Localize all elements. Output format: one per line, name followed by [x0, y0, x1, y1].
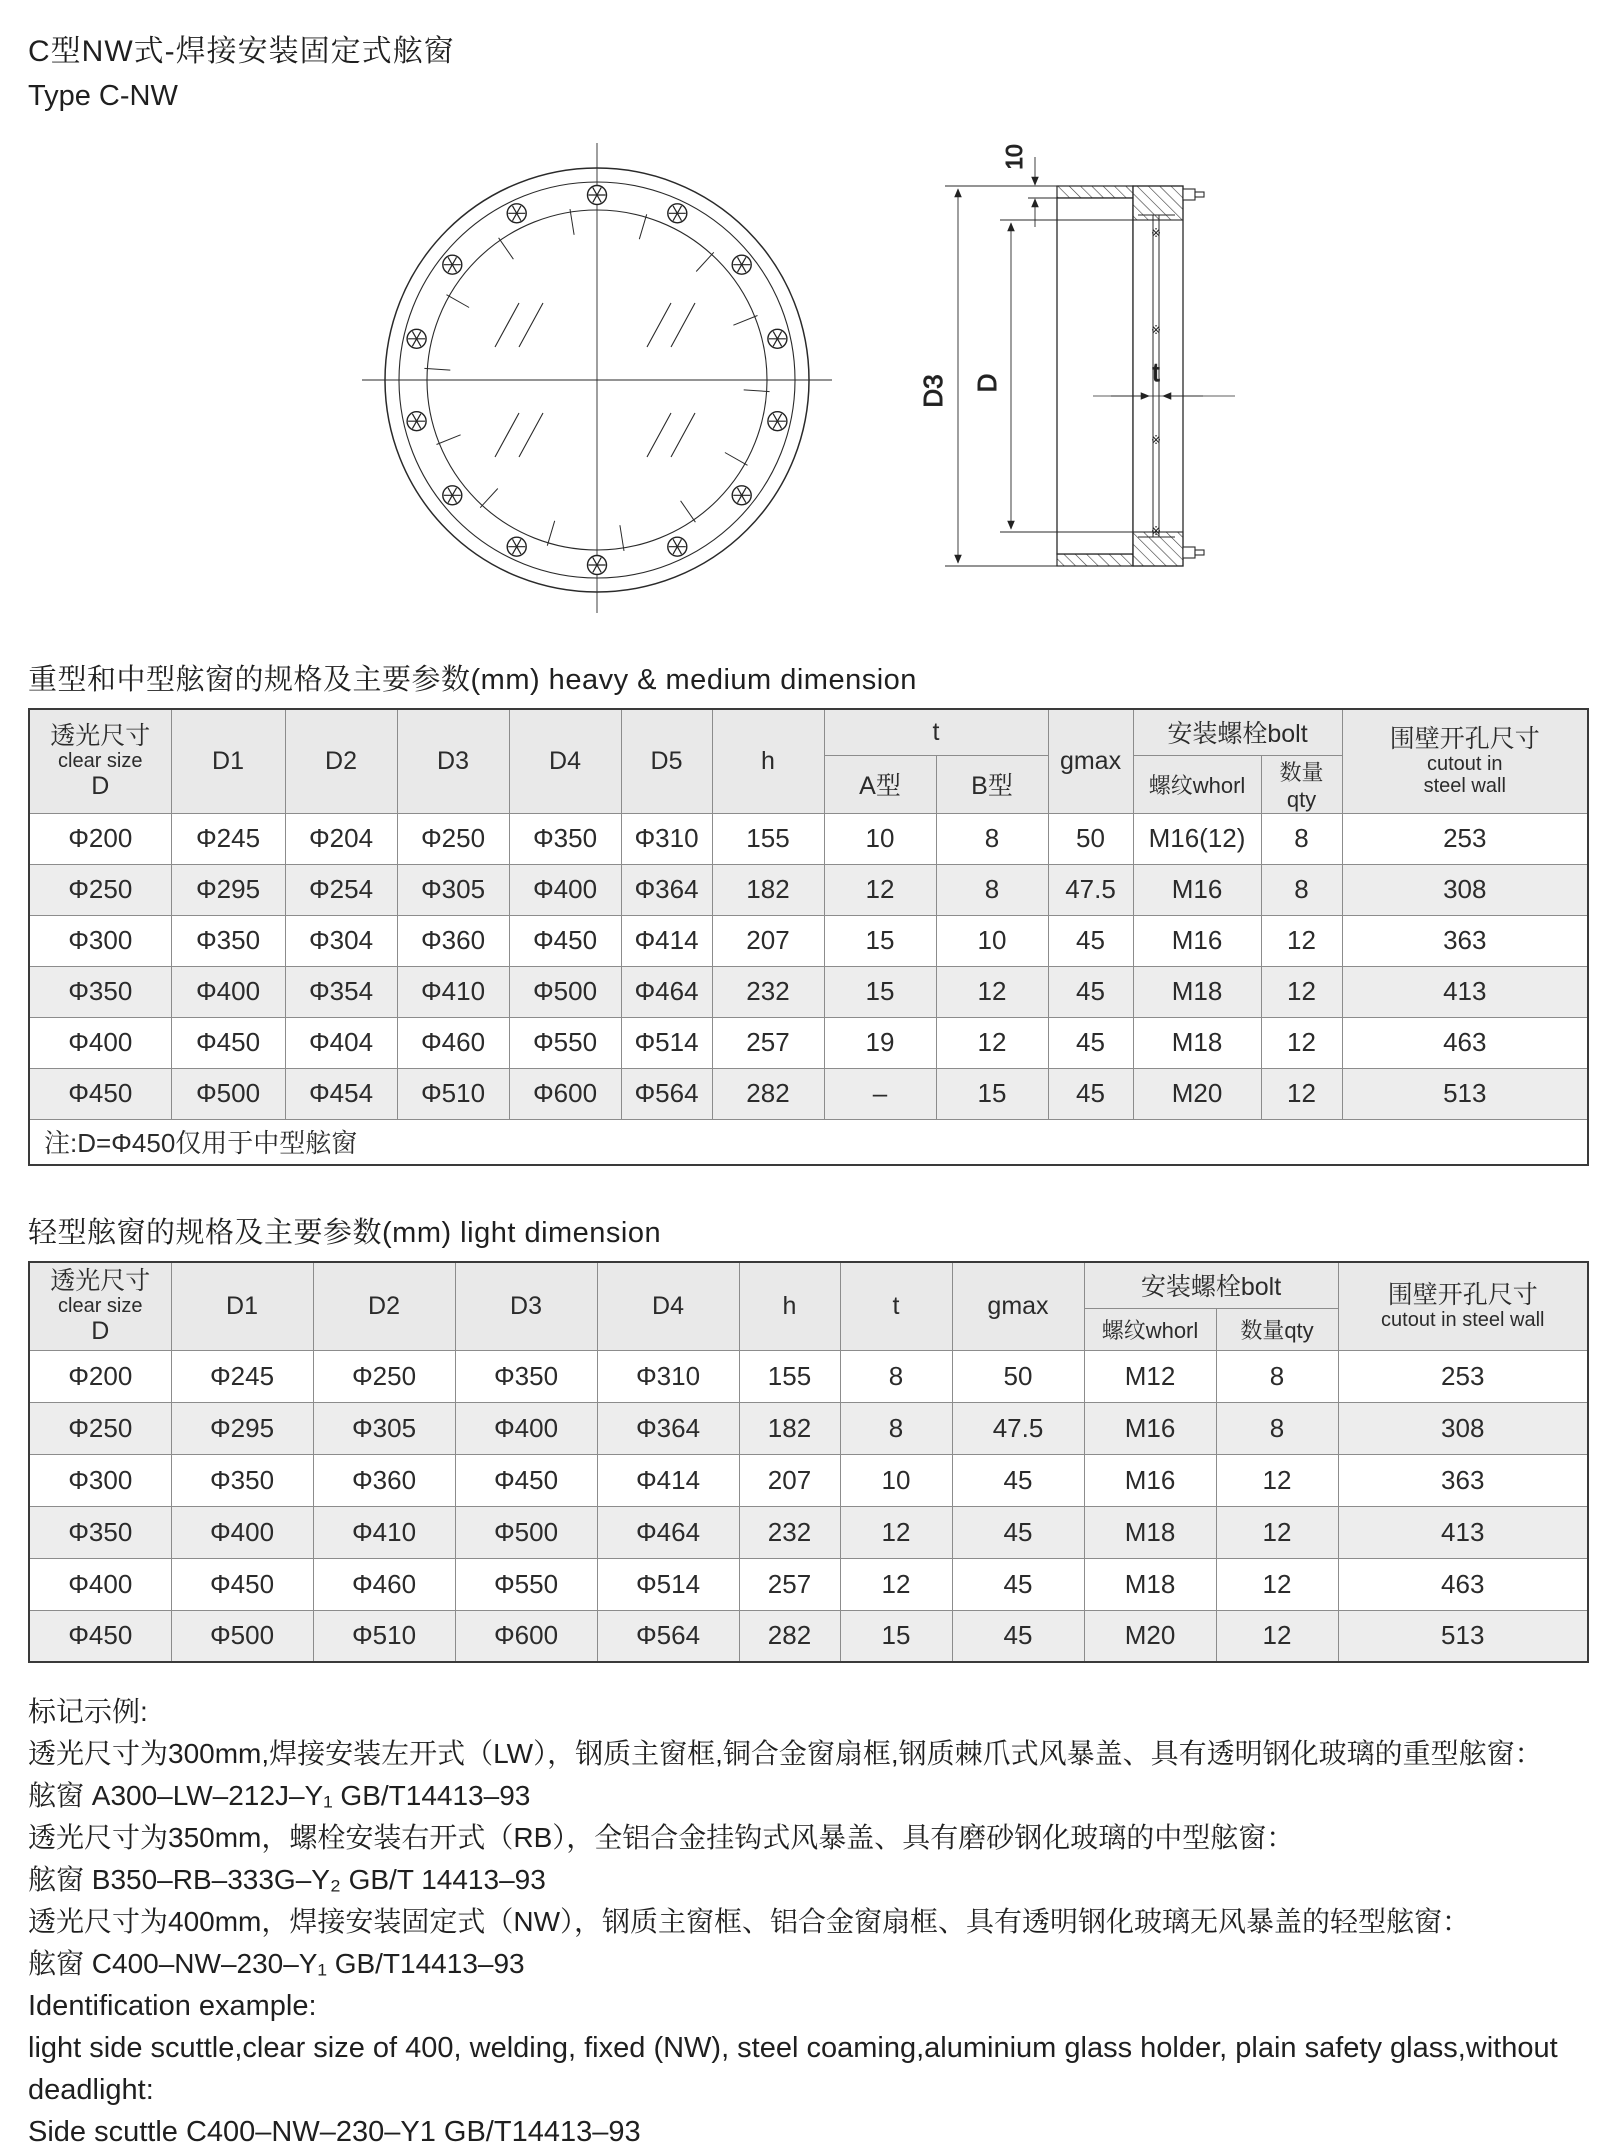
example-line-en: Side scuttle C400–NW–230–Y1 GB/T14413–93 — [28, 2116, 641, 2148]
table-cell: Φ305 — [397, 864, 509, 915]
table-cell: Φ464 — [597, 1506, 739, 1558]
table-cell: Φ464 — [621, 966, 712, 1017]
table-cell: 363 — [1338, 1454, 1588, 1506]
table-row — [29, 1402, 1588, 1454]
table-cell: 413 — [1338, 1506, 1588, 1558]
table-cell: 50 — [1048, 813, 1133, 864]
table-cell: Φ550 — [455, 1558, 597, 1610]
table-cell: 232 — [739, 1506, 840, 1558]
table-cell: 8 — [1261, 864, 1342, 915]
col-header-gmax: gmax — [1048, 709, 1133, 813]
table-cell: 257 — [712, 1017, 824, 1068]
table-cell: Φ410 — [313, 1506, 455, 1558]
dimension-label-gap: 10 — [1001, 144, 1027, 170]
col-header-d2: D2 — [285, 709, 397, 813]
table-cell: 513 — [1338, 1610, 1588, 1662]
table-cell: 12 — [1261, 966, 1342, 1017]
table-cell: Φ600 — [455, 1610, 597, 1662]
table-cell: Φ400 — [29, 1017, 171, 1068]
table-cell: Φ350 — [171, 1454, 313, 1506]
example-line: 透光尺寸为400mm，焊接安装固定式（NW），钢质主窗框、铝合金窗扇框、具有透明钢化玻璃无风暴盖的轻型舷窗： — [28, 1906, 1471, 1937]
porthole-section-view — [918, 144, 1235, 566]
example-line: 舷窗 A300–LW–212J–Y₁ GB/T14413–93 — [28, 1780, 531, 1811]
col-header-d1: D1 — [171, 1262, 313, 1350]
table-cell: 45 — [1048, 1017, 1133, 1068]
table-cell: M16 — [1084, 1402, 1216, 1454]
table-row — [29, 1558, 1588, 1610]
table-cell: Φ400 — [509, 864, 621, 915]
table-cell: 15 — [824, 915, 936, 966]
table-cell: Φ454 — [285, 1068, 397, 1119]
table-cell: 8 — [936, 864, 1048, 915]
table-cell: 253 — [1338, 1350, 1588, 1402]
table-cell: Φ414 — [597, 1454, 739, 1506]
svg-text:※: ※ — [1150, 524, 1162, 538]
light-table-body — [29, 1350, 1588, 1662]
col-header-qty: 数量qty — [1261, 755, 1342, 813]
table-cell: Φ250 — [313, 1350, 455, 1402]
table-cell: Φ200 — [29, 813, 171, 864]
table-cell: Φ450 — [455, 1454, 597, 1506]
table-cell: Φ510 — [313, 1610, 455, 1662]
table-row — [29, 1068, 1588, 1119]
table-cell: M18 — [1084, 1506, 1216, 1558]
example-line: 舷窗 C400–NW–230–Y₁ GB/T14413–93 — [28, 1948, 525, 1979]
table-cell: 155 — [739, 1350, 840, 1402]
table-cell: 207 — [712, 915, 824, 966]
example-line: 透光尺寸为300mm,焊接安装左开式（LW），钢质主窗框,铜合金窗扇框,钢质棘爪式风暴盖、具有透明钢化玻璃的重型舷窗： — [28, 1738, 1543, 1769]
table-cell: M16 — [1133, 915, 1261, 966]
table-cell: Φ500 — [171, 1610, 313, 1662]
table-cell: 8 — [1216, 1402, 1338, 1454]
table-cell: 12 — [1216, 1610, 1338, 1662]
table-cell: 15 — [840, 1610, 952, 1662]
table-cell: 47.5 — [952, 1402, 1084, 1454]
table-row — [29, 1610, 1588, 1662]
table-cell: Φ460 — [313, 1558, 455, 1610]
heavy-table-body — [29, 813, 1588, 1119]
table-cell: – — [824, 1068, 936, 1119]
table-cell: Φ305 — [313, 1402, 455, 1454]
table-row — [29, 1506, 1588, 1558]
table-cell: 45 — [1048, 915, 1133, 966]
clamp-bolt-bottom — [1183, 547, 1204, 558]
svg-text:※: ※ — [1150, 226, 1162, 240]
table-cell: 463 — [1342, 1017, 1588, 1068]
table-cell: Φ400 — [455, 1402, 597, 1454]
dimension-label-d: D — [972, 373, 1002, 393]
table-row — [29, 864, 1588, 915]
table-cell: Φ300 — [29, 1454, 171, 1506]
table-cell: Φ500 — [455, 1506, 597, 1558]
table-cell: 19 — [824, 1017, 936, 1068]
table-cell: Φ550 — [509, 1017, 621, 1068]
table-cell: Φ245 — [171, 1350, 313, 1402]
table-cell: 257 — [739, 1558, 840, 1610]
table-cell: Φ450 — [29, 1068, 171, 1119]
col-header-d4: D4 — [509, 709, 621, 813]
table-cell: 15 — [824, 966, 936, 1017]
table-cell: 513 — [1342, 1068, 1588, 1119]
table-cell: Φ414 — [621, 915, 712, 966]
table-cell: Φ350 — [455, 1350, 597, 1402]
table-cell: 10 — [936, 915, 1048, 966]
table-row — [29, 1350, 1588, 1402]
col-header-h: h — [712, 709, 824, 813]
table-cell: Φ410 — [397, 966, 509, 1017]
table-cell: Φ404 — [285, 1017, 397, 1068]
table-cell: 10 — [824, 813, 936, 864]
example-line-en: light side scuttle,clear size of 400, welding, fixed (NW), steel coaming,aluminium glass holder, plain safety glass,without — [28, 2032, 1558, 2064]
drawing-canvas — [0, 113, 1619, 613]
dimension-label-t: t — [1152, 357, 1160, 387]
table-cell: 45 — [952, 1506, 1084, 1558]
table-cell: Φ350 — [29, 966, 171, 1017]
table-cell: Φ304 — [285, 915, 397, 966]
table-cell: Φ310 — [597, 1350, 739, 1402]
table-cell: 253 — [1342, 813, 1588, 864]
col-header-d4: D4 — [597, 1262, 739, 1350]
table-cell: M20 — [1084, 1610, 1216, 1662]
col-header-clear-size: 透光尺寸 clear size D — [29, 1262, 171, 1350]
table-cell: Φ310 — [621, 813, 712, 864]
table-cell: 12 — [936, 966, 1048, 1017]
table-cell: 8 — [1216, 1350, 1338, 1402]
col-header-clear-size: 透光尺寸 clear size D — [29, 709, 171, 813]
table-cell: 232 — [712, 966, 824, 1017]
table-cell: 12 — [936, 1017, 1048, 1068]
table-cell: Φ564 — [621, 1068, 712, 1119]
col-header-d5: D5 — [621, 709, 712, 813]
dimension-label-d3: D3 — [918, 374, 948, 408]
table-row — [29, 966, 1588, 1017]
table-cell: 282 — [739, 1610, 840, 1662]
table-cell: 12 — [1261, 915, 1342, 966]
col-header-bolt: 安装螺栓bolt — [1084, 1262, 1338, 1308]
table-cell: 8 — [840, 1350, 952, 1402]
table-cell: Φ250 — [397, 813, 509, 864]
table-cell: Φ564 — [597, 1610, 739, 1662]
table-cell: 12 — [1261, 1017, 1342, 1068]
table-cell: 45 — [952, 1610, 1084, 1662]
table-cell: Φ250 — [29, 1402, 171, 1454]
table-cell: Φ600 — [509, 1068, 621, 1119]
table-cell: Φ300 — [29, 915, 171, 966]
table-cell: Φ350 — [509, 813, 621, 864]
table-cell: 207 — [739, 1454, 840, 1506]
table-cell: Φ364 — [621, 864, 712, 915]
page-title-en: Type C-NW — [28, 80, 178, 112]
table-row — [29, 1017, 1588, 1068]
table-cell: 308 — [1338, 1402, 1588, 1454]
table-cell: Φ204 — [285, 813, 397, 864]
table-cell: M16(12) — [1133, 813, 1261, 864]
table-row — [29, 1454, 1588, 1506]
col-header-t-a: A型 — [824, 755, 936, 813]
svg-text:※: ※ — [1150, 323, 1162, 337]
col-header-d2: D2 — [313, 1262, 455, 1350]
table-cell: 8 — [936, 813, 1048, 864]
table-cell: Φ450 — [171, 1017, 285, 1068]
table-cell: 12 — [1216, 1558, 1338, 1610]
table-cell: M18 — [1133, 966, 1261, 1017]
table-cell: Φ350 — [171, 915, 285, 966]
steel-wall-plate-top — [1057, 186, 1133, 198]
svg-text:※: ※ — [1150, 433, 1162, 447]
table-cell: Φ500 — [171, 1068, 285, 1119]
steel-wall-plate-bottom — [1057, 554, 1133, 566]
col-header-t: t — [824, 709, 1048, 755]
table-note: 注:D=Φ450仅用于中型舷窗 — [29, 1119, 1588, 1165]
table-cell: 45 — [1048, 1068, 1133, 1119]
table-cell: 182 — [739, 1402, 840, 1454]
table-cell: 282 — [712, 1068, 824, 1119]
col-header-d1: D1 — [171, 709, 285, 813]
table-cell: Φ360 — [313, 1454, 455, 1506]
table-cell: Φ295 — [171, 864, 285, 915]
col-header-gmax: gmax — [952, 1262, 1084, 1350]
table-cell: Φ360 — [397, 915, 509, 966]
col-header-t: t — [840, 1262, 952, 1350]
heavy-table-title: 重型和中型舷窗的规格及主要参数(mm) heavy & medium dimension — [28, 664, 917, 696]
identification-examples — [28, 1691, 1591, 2153]
table-cell: Φ514 — [597, 1558, 739, 1610]
table-cell: 182 — [712, 864, 824, 915]
table-cell: Φ450 — [29, 1610, 171, 1662]
col-header-d3: D3 — [455, 1262, 597, 1350]
heavy-medium-table — [28, 708, 1589, 1166]
coaming — [1057, 198, 1133, 554]
table-cell: Φ460 — [397, 1017, 509, 1068]
table-cell: Φ400 — [171, 966, 285, 1017]
table-cell: Φ354 — [285, 966, 397, 1017]
table-cell: Φ254 — [285, 864, 397, 915]
table-cell: Φ295 — [171, 1402, 313, 1454]
table-cell: M18 — [1084, 1558, 1216, 1610]
table-cell: M20 — [1133, 1068, 1261, 1119]
table-cell: 155 — [712, 813, 824, 864]
table-cell: 50 — [952, 1350, 1084, 1402]
example-line: 舷窗 B350–RB–333G–Y₂ GB/T 14413–93 — [28, 1864, 546, 1895]
table-cell: 10 — [840, 1454, 952, 1506]
col-header-bolt: 安装螺栓bolt — [1133, 709, 1342, 755]
table-cell: 45 — [952, 1454, 1084, 1506]
clamp-bolt-top — [1183, 189, 1204, 200]
table-cell: Φ364 — [597, 1402, 739, 1454]
table-cell: 45 — [952, 1558, 1084, 1610]
technical-drawings — [0, 113, 1619, 613]
examples-heading: 标记示例: — [28, 1696, 148, 1727]
table-cell: 363 — [1342, 915, 1588, 966]
table-cell: 12 — [1216, 1506, 1338, 1558]
table-cell: 463 — [1338, 1558, 1588, 1610]
col-header-t-b: B型 — [936, 755, 1048, 813]
table-cell: 47.5 — [1048, 864, 1133, 915]
porthole-front-view — [362, 143, 832, 613]
table-cell: Φ350 — [29, 1506, 171, 1558]
col-header-d3: D3 — [397, 709, 509, 813]
example-line-en: deadlight: — [28, 2074, 154, 2106]
table-cell: M16 — [1133, 864, 1261, 915]
col-header-whorl: 螺纹whorl — [1133, 755, 1261, 813]
example-line: 透光尺寸为350mm，螺栓安装右开式（RB），全铝合金挂钩式风暴盖、具有磨砂钢化玻璃的中型舷窗： — [28, 1822, 1295, 1853]
table-cell: M16 — [1084, 1454, 1216, 1506]
table-cell: 12 — [1216, 1454, 1338, 1506]
table-cell: 8 — [840, 1402, 952, 1454]
table-cell: Φ450 — [171, 1558, 313, 1610]
table-cell: 308 — [1342, 864, 1588, 915]
table-cell: 15 — [936, 1068, 1048, 1119]
table-cell: 12 — [840, 1558, 952, 1610]
table-cell: 45 — [1048, 966, 1133, 1017]
table-cell: M12 — [1084, 1350, 1216, 1402]
table-cell: 8 — [1261, 813, 1342, 864]
col-header-cutout: 围壁开孔尺寸 cutout in steel wall — [1338, 1262, 1588, 1350]
table-cell: Φ450 — [509, 915, 621, 966]
table-cell: Φ400 — [171, 1506, 313, 1558]
table-row — [29, 813, 1588, 864]
table-cell: M18 — [1133, 1017, 1261, 1068]
col-header-h: h — [739, 1262, 840, 1350]
table-cell: Φ514 — [621, 1017, 712, 1068]
light-table — [28, 1261, 1589, 1663]
table-cell: 12 — [1261, 1068, 1342, 1119]
table-cell: Φ200 — [29, 1350, 171, 1402]
col-header-whorl: 螺纹whorl — [1084, 1308, 1216, 1350]
page-title: C型NW式-焊接安装固定式舷窗 — [28, 35, 455, 68]
table-cell: 413 — [1342, 966, 1588, 1017]
table-cell: Φ400 — [29, 1558, 171, 1610]
table-row — [29, 915, 1588, 966]
table-cell: 12 — [840, 1506, 952, 1558]
table-cell: Φ510 — [397, 1068, 509, 1119]
table-cell: Φ250 — [29, 864, 171, 915]
table-cell: Φ500 — [509, 966, 621, 1017]
col-header-qty: 数量qty — [1216, 1308, 1338, 1350]
table-cell: 12 — [824, 864, 936, 915]
light-table-title: 轻型舷窗的规格及主要参数(mm) light dimension — [28, 1217, 662, 1249]
table-cell: Φ245 — [171, 813, 285, 864]
col-header-cutout: 围壁开孔尺寸 cutout in steel wall — [1342, 709, 1588, 813]
examples-heading-en: Identification example: — [28, 1990, 317, 2022]
